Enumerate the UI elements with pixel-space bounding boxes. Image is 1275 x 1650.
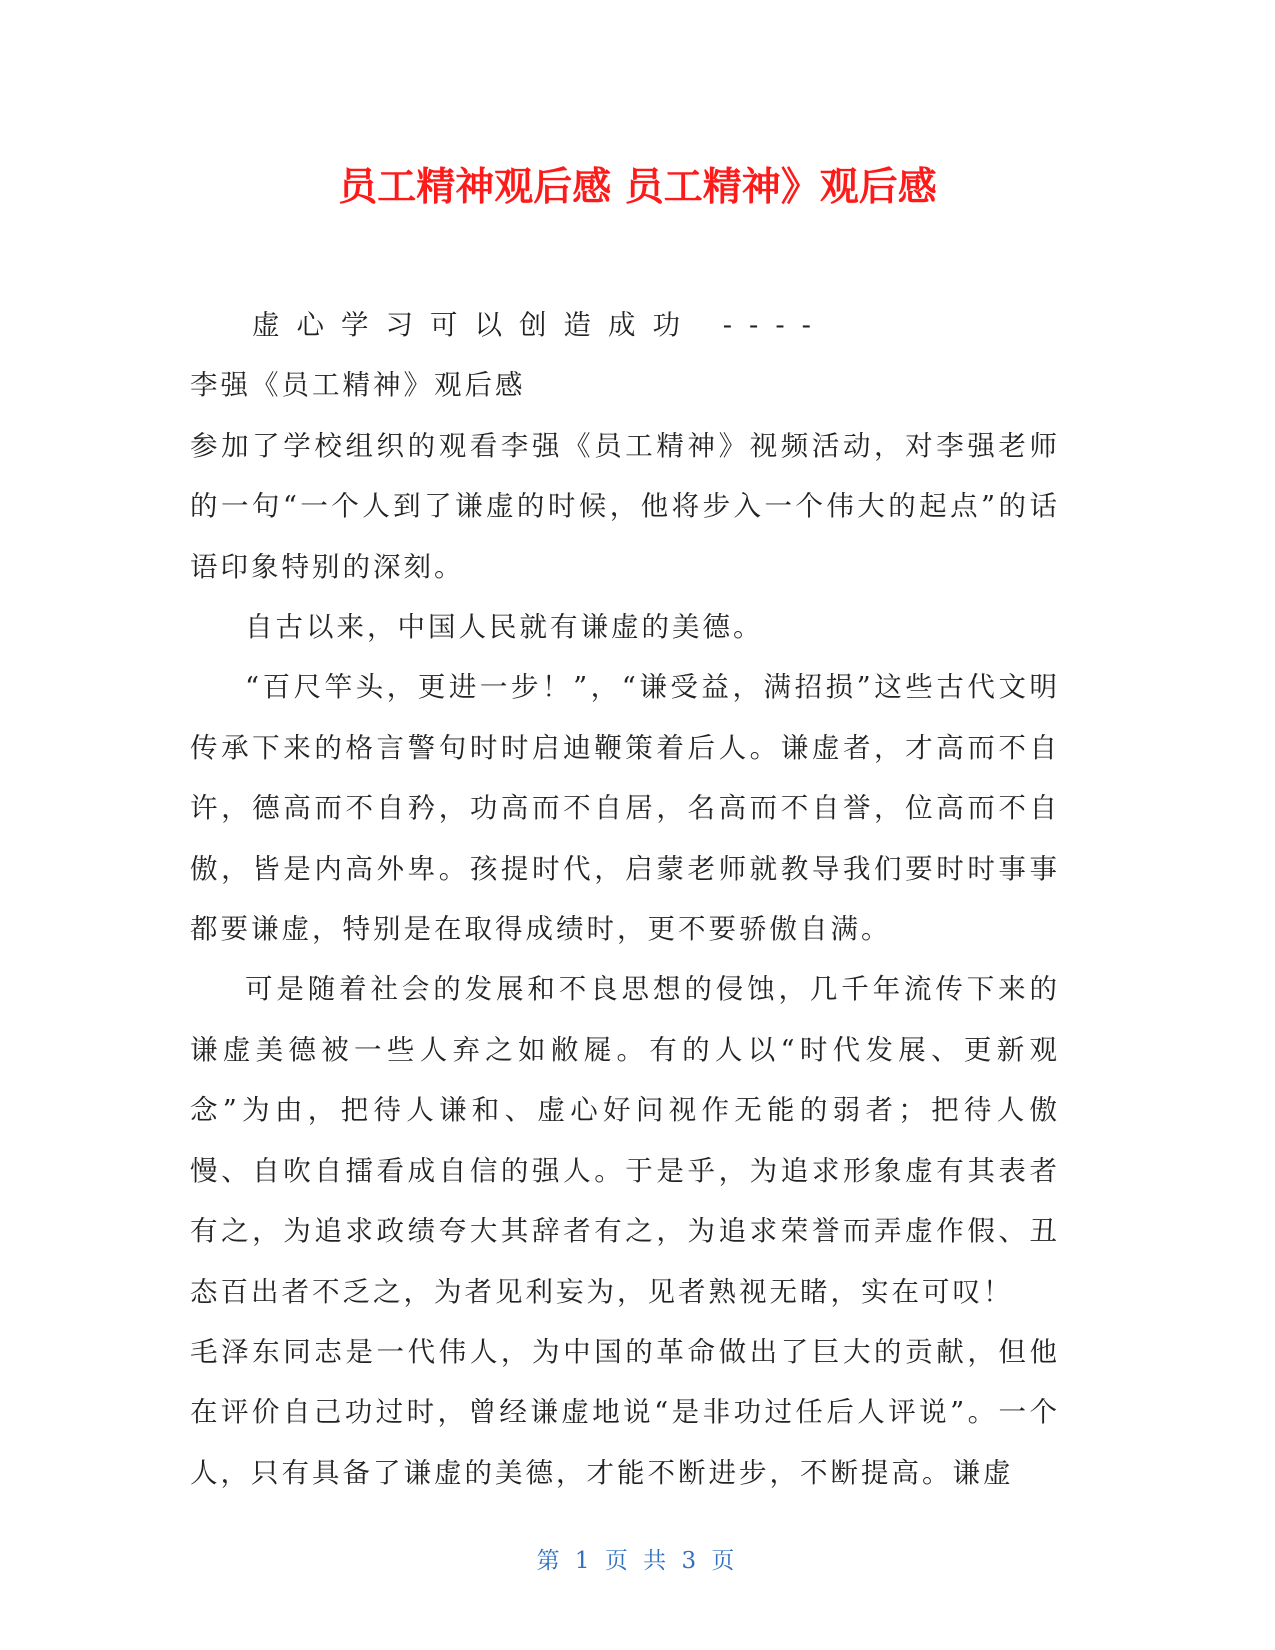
paragraph-3: “百尺竿头，更进一步！”，“谦受益，满招损”这些古代文明传承下来的格言警句时时启迪鞭策着后人。谦虚者，才高而不自许，德高而不自矜，功高而不自居，名高而不自誉，位高而不自傲，皆是内高外卑。孩提时代，启蒙老师就教导我们要时时事事都要谦虚，特别是在取得成绩时，更不要骄傲自满。	[190, 671, 1060, 946]
subtitle-line-2: 李强《员工精神》观后感	[190, 369, 526, 402]
paragraph-2: 自古以来，中国人民就有谦虚的美德。	[245, 611, 764, 644]
document-title: 员工精神观后感 员工精神》观后感	[338, 165, 937, 210]
subtitle-line-1: 虚心学习可以创造成功 ----	[252, 309, 828, 341]
paragraph-1: 参加了学校组织的观看李强《员工精神》视频活动，对李强老师的一句“一个人到了谦虚的时候，他将步入一个伟大的起点”的话语印象特别的深刻。	[190, 429, 1060, 583]
paragraph-4: 可是随着社会的发展和不良思想的侵蚀，几千年流传下来的谦虚美德被一些人弃之如敝屣。有的人以“时代发展、更新观念”为由，把待人谦和、虚心好问视作无能的弱者；把待人傲慢、自吹自擂看成自信的强人。于是乎，为追求形象虚有其表者有之，为追求政绩夸大其辞者有之，为追求荣誉而弄虚作假、丑态百出者不乏之，为者见利妄为，见者熟视无睹，实在可叹！	[190, 973, 1060, 1308]
document-body	[190, 295, 1060, 1503]
paragraph-5: 毛泽东同志是一代伟人，为中国的革命做出了巨大的贡献，但他在评价自己功过时，曾经谦虚地说“是非功过任后人评说”。一个人，只有具备了谦虚的美德，才能不断进步，不断提高。谦虚	[190, 1335, 1060, 1489]
page-number-footer: 第 1 页 共 3 页	[536, 1548, 739, 1574]
